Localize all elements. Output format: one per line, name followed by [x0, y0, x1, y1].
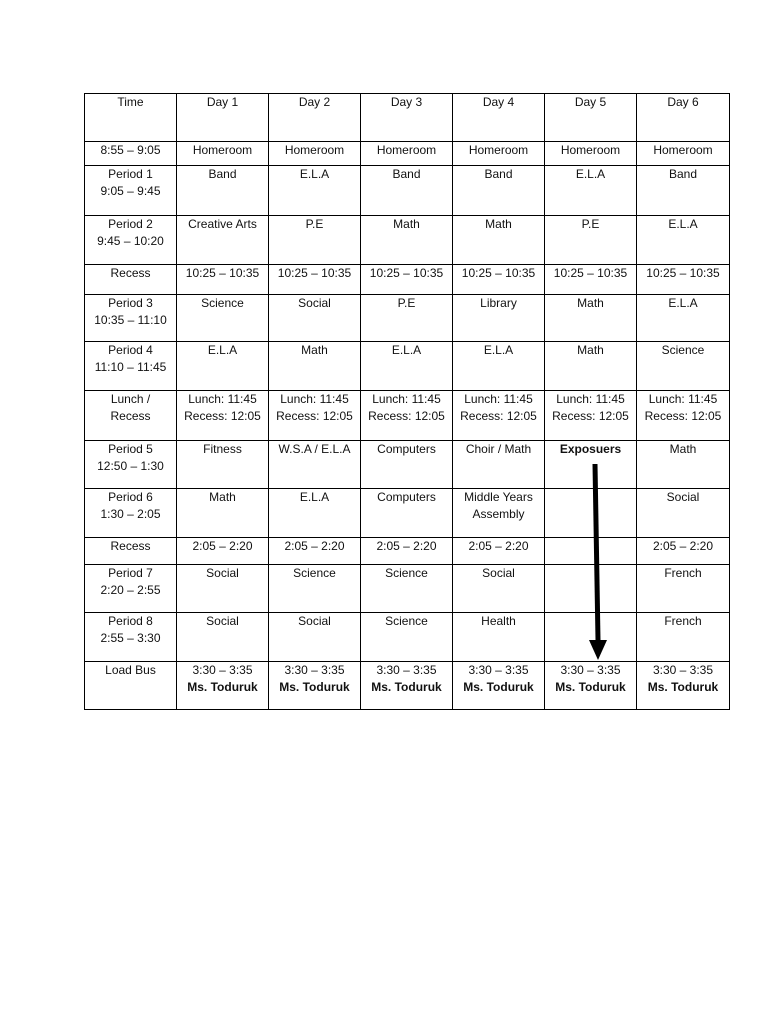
schedule-cell: [269, 295, 361, 342]
cell-text: Recess: 12:05: [644, 409, 722, 423]
schedule-cell: [637, 342, 730, 391]
cell-text: Recess: 12:05: [460, 409, 537, 423]
row-label: [85, 342, 177, 391]
header-day-2: Day 2: [269, 94, 361, 142]
cell-text: Band: [484, 167, 513, 181]
schedule-cell: [177, 216, 269, 265]
cell-text: P.E: [397, 296, 416, 310]
schedule-cell: [545, 441, 637, 489]
cell-text: Band: [208, 167, 237, 181]
row-label-line: Period 5: [108, 442, 153, 456]
schedule-cell: [637, 295, 730, 342]
cell-text: 10:25 – 10:35: [369, 266, 444, 280]
cell-text: Health: [481, 614, 516, 628]
schedule-cell: [637, 538, 730, 565]
cell-text: Assembly: [472, 507, 525, 521]
schedule-row: [85, 216, 730, 265]
cell-text: Homeroom: [468, 143, 529, 157]
cell-text: Math: [577, 296, 604, 310]
schedule-cell: [637, 166, 730, 216]
cell-text: P.E: [305, 217, 324, 231]
schedule-cell: [269, 662, 361, 710]
schedule-cell: [269, 166, 361, 216]
cell-text: Science: [385, 614, 428, 628]
schedule-cell: [545, 342, 637, 391]
cell-text: Lunch: 11:45: [556, 392, 625, 406]
cell-text: Social: [666, 490, 700, 504]
row-label-line: 9:45 – 10:20: [97, 234, 164, 248]
cell-text: Exposuers: [559, 442, 622, 456]
cell-text: Homeroom: [376, 143, 437, 157]
cell-text: 10:25 – 10:35: [553, 266, 628, 280]
cell-text: Social: [206, 566, 239, 580]
cell-text: Ms. Toduruk: [187, 680, 258, 694]
schedule-row: [85, 613, 730, 662]
cell-text: 10:25 – 10:35: [461, 266, 536, 280]
cell-text: Ms. Toduruk: [463, 680, 534, 694]
cell-text: French: [664, 614, 702, 628]
schedule-cell: [269, 265, 361, 295]
row-label-line: Period 2: [108, 217, 153, 231]
cell-text: Ms. Toduruk: [555, 680, 626, 694]
schedule-cell: [269, 216, 361, 265]
header-time: Time: [85, 94, 177, 142]
cell-text: Science: [661, 343, 705, 357]
cell-text: Math: [301, 343, 328, 357]
schedule-cell: [177, 565, 269, 613]
schedule-cell: [453, 142, 545, 166]
cell-text: E.L.A: [391, 343, 422, 357]
schedule-body: [85, 142, 730, 710]
row-label: [85, 166, 177, 216]
schedule-cell: [361, 489, 453, 538]
cell-text: Homeroom: [192, 143, 253, 157]
cell-text: E.L.A: [575, 167, 606, 181]
row-label: [85, 391, 177, 441]
header-day-1: Day 1: [177, 94, 269, 142]
schedule-cell: [453, 295, 545, 342]
schedule-row: [85, 342, 730, 391]
cell-text: 10:25 – 10:35: [646, 266, 720, 280]
cell-text: Math: [393, 217, 420, 231]
schedule-cell: [361, 613, 453, 662]
row-label: [85, 662, 177, 710]
cell-text: Recess: 12:05: [368, 409, 445, 423]
schedule-cell: [177, 441, 269, 489]
row-label-line: Period 6: [108, 490, 153, 504]
cell-text: Lunch: 11:45: [464, 392, 533, 406]
row-label-line: Recess: [110, 266, 151, 280]
row-label-line: 11:10 – 11:45: [94, 360, 167, 374]
row-label-line: 12:50 – 1:30: [97, 459, 164, 473]
schedule-cell: [269, 441, 361, 489]
row-label-line: 2:20 – 2:55: [100, 583, 161, 597]
cell-text: 3:30 – 3:35: [468, 663, 529, 677]
header-day-4: Day 4: [453, 94, 545, 142]
cell-text: 2:05 – 2:20: [652, 539, 714, 553]
cell-text: Recess: 12:05: [184, 409, 261, 423]
schedule-cell: [545, 538, 637, 565]
cell-text: Lunch: 11:45: [280, 392, 349, 406]
cell-text: Band: [668, 167, 698, 181]
row-label: [85, 441, 177, 489]
cell-text: Homeroom: [284, 143, 345, 157]
schedule-cell: [269, 613, 361, 662]
cell-text: Creative Arts: [188, 217, 257, 231]
schedule-cell: [177, 662, 269, 710]
schedule-cell: [545, 142, 637, 166]
cell-text: Math: [209, 490, 236, 504]
row-label: [85, 295, 177, 342]
cell-text: 3:30 – 3:35: [284, 663, 345, 677]
schedule-cell: [361, 295, 453, 342]
cell-text: E.L.A: [668, 296, 698, 310]
schedule-cell: [269, 489, 361, 538]
row-label: [85, 613, 177, 662]
schedule-cell: [637, 662, 730, 710]
schedule-row: [85, 265, 730, 295]
schedule-cell: [453, 662, 545, 710]
cell-text: 10:25 – 10:35: [277, 266, 352, 280]
schedule-cell: [637, 265, 730, 295]
schedule-cell: [269, 391, 361, 441]
row-label-line: Period 1: [108, 167, 153, 181]
cell-text: Science: [201, 296, 244, 310]
row-label-line: Load Bus: [105, 663, 156, 677]
schedule-row: [85, 565, 730, 613]
cell-text: P.E: [581, 217, 600, 231]
cell-text: Math: [577, 343, 604, 357]
row-label-line: Period 7: [108, 566, 153, 580]
schedule-cell: [453, 216, 545, 265]
schedule-cell: [269, 538, 361, 565]
schedule-cell: [361, 565, 453, 613]
schedule-row: [85, 166, 730, 216]
cell-text: Social: [206, 614, 239, 628]
schedule-cell: [269, 565, 361, 613]
cell-text: Recess: 12:05: [552, 409, 629, 423]
schedule-row: [85, 489, 730, 538]
row-label-line: Recess: [110, 409, 151, 423]
schedule-cell: [177, 265, 269, 295]
cell-text: 2:05 – 2:20: [192, 539, 253, 553]
schedule-cell: [637, 142, 730, 166]
schedule-row: [85, 142, 730, 166]
schedule-cell: [637, 441, 730, 489]
cell-text: Ms. Toduruk: [647, 680, 719, 694]
cell-text: Fitness: [203, 442, 242, 456]
schedule-cell: [545, 265, 637, 295]
cell-text: French: [664, 566, 702, 580]
schedule-cell: [177, 391, 269, 441]
schedule-cell: [361, 441, 453, 489]
schedule-cell: [545, 489, 637, 538]
cell-text: Homeroom: [560, 143, 621, 157]
schedule-cell: [453, 342, 545, 391]
header-row: [85, 94, 730, 142]
cell-text: Computers: [377, 490, 436, 504]
schedule-cell: [637, 565, 730, 613]
schedule-cell: [453, 613, 545, 662]
schedule-cell: [545, 391, 637, 441]
schedule-cell: [637, 216, 730, 265]
schedule-cell: [545, 166, 637, 216]
schedule-table: [84, 93, 730, 710]
cell-text: Middle Years: [464, 490, 533, 504]
cell-text: Ms. Toduruk: [279, 680, 350, 694]
schedule-cell: [177, 538, 269, 565]
schedule-cell: [637, 391, 730, 441]
schedule-cell: [545, 216, 637, 265]
row-label-line: Period 4: [108, 343, 153, 357]
schedule-cell: [177, 166, 269, 216]
schedule-cell: [545, 295, 637, 342]
cell-text: Homeroom: [653, 143, 713, 157]
schedule-cell: [361, 391, 453, 441]
cell-text: Social: [298, 614, 331, 628]
schedule-cell: [637, 489, 730, 538]
cell-text: Ms. Toduruk: [371, 680, 442, 694]
schedule-cell: [453, 166, 545, 216]
schedule-cell: [545, 565, 637, 613]
cell-text: Recess: 12:05: [276, 409, 353, 423]
schedule-cell: [453, 489, 545, 538]
cell-text: Social: [298, 296, 331, 310]
schedule-cell: [177, 613, 269, 662]
schedule-cell: [177, 489, 269, 538]
cell-text: Lunch: 11:45: [188, 392, 257, 406]
cell-text: 3:30 – 3:35: [652, 663, 714, 677]
schedule-cell: [361, 142, 453, 166]
schedule-row: [85, 662, 730, 710]
cell-text: Science: [385, 566, 428, 580]
cell-text: Math: [669, 442, 697, 456]
schedule-cell: [269, 142, 361, 166]
row-label: [85, 142, 177, 166]
row-label-line: 8:55 – 9:05: [100, 143, 161, 157]
schedule-cell: [177, 295, 269, 342]
row-label-line: Period 8: [108, 614, 153, 628]
schedule-cell: [453, 391, 545, 441]
row-label-line: 9:05 – 9:45: [100, 184, 161, 198]
schedule-cell: [361, 265, 453, 295]
cell-text: Social: [482, 566, 515, 580]
header-day-3: Day 3: [361, 94, 453, 142]
schedule-row: [85, 441, 730, 489]
cell-text: 2:05 – 2:20: [468, 539, 529, 553]
cell-text: 3:30 – 3:35: [192, 663, 253, 677]
row-label-line: Recess: [110, 539, 151, 553]
schedule-cell: [361, 216, 453, 265]
row-label: [85, 265, 177, 295]
row-label-line: 10:35 – 11:10: [94, 313, 167, 327]
schedule-cell: [269, 342, 361, 391]
cell-text: Library: [480, 296, 517, 310]
cell-text: E.L.A: [483, 343, 514, 357]
cell-text: Lunch: 11:45: [372, 392, 441, 406]
row-label: [85, 216, 177, 265]
cell-text: Computers: [377, 442, 436, 456]
cell-text: 3:30 – 3:35: [376, 663, 437, 677]
cell-text: 3:30 – 3:35: [560, 663, 621, 677]
schedule-cell: [453, 441, 545, 489]
row-label-line: 2:55 – 3:30: [100, 631, 161, 645]
schedule-cell: [361, 538, 453, 565]
row-label: [85, 565, 177, 613]
cell-text: Science: [293, 566, 336, 580]
cell-text: 2:05 – 2:20: [376, 539, 437, 553]
schedule-row: [85, 391, 730, 441]
cell-text: Band: [392, 167, 421, 181]
schedule-cell: [177, 142, 269, 166]
cell-text: E.L.A: [299, 490, 330, 504]
schedule-cell: [637, 613, 730, 662]
row-label-line: 1:30 – 2:05: [100, 507, 161, 521]
schedule-cell: [453, 538, 545, 565]
schedule-cell: [453, 265, 545, 295]
schedule-cell: [361, 342, 453, 391]
schedule-cell: [453, 565, 545, 613]
header-day-6: Day 6: [637, 94, 730, 142]
cell-text: Choir / Math: [465, 442, 532, 456]
schedule-row: [85, 295, 730, 342]
schedule-cell: [361, 662, 453, 710]
row-label-line: Period 3: [108, 296, 153, 310]
row-label-line: Lunch /: [110, 392, 151, 406]
cell-text: 2:05 – 2:20: [284, 539, 345, 553]
cell-text: E.L.A: [668, 217, 698, 231]
header-day-5: Day 5: [545, 94, 637, 142]
schedule-cell: [545, 662, 637, 710]
cell-text: 10:25 – 10:35: [185, 266, 260, 280]
row-label: [85, 489, 177, 538]
cell-text: Lunch: 11:45: [648, 392, 718, 406]
cell-text: E.L.A: [207, 343, 238, 357]
cell-text: Math: [485, 217, 512, 231]
cell-text: E.L.A: [299, 167, 330, 181]
schedule-cell: [545, 613, 637, 662]
cell-text: W.S.A / E.L.A: [278, 442, 351, 456]
schedule-row: [85, 538, 730, 565]
row-label: [85, 538, 177, 565]
schedule-cell: [361, 166, 453, 216]
schedule-cell: [177, 342, 269, 391]
